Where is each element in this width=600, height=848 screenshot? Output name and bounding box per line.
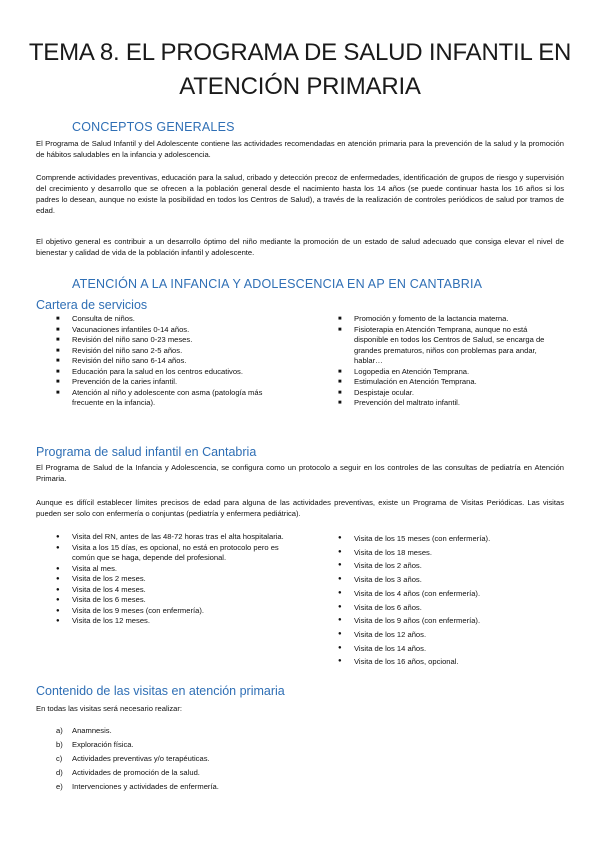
list-item bbox=[36, 738, 219, 752]
list-item-label: d) bbox=[56, 768, 63, 777]
contenido-list bbox=[36, 724, 219, 794]
list-item: ■ Vacunaciones infantiles 0-14 años. bbox=[56, 325, 292, 336]
visitas-list-right bbox=[338, 532, 560, 669]
list-item: ● Visita de los 2 años. bbox=[338, 559, 560, 573]
list-item: ■ Fisioterapia en Atención Temprana, aunque no está disponible en todos los Centros de Salud, se encarga de grandes prematuros, niños con problemas para andar, hablar… bbox=[338, 325, 560, 367]
list-item: ■ Atención al niño y adolescente con asma (patología más frecuente en la infancia). bbox=[56, 388, 292, 409]
paragraph-6: En todas las visitas será necesario realizar: bbox=[36, 704, 183, 713]
list-item-label: b) bbox=[56, 740, 63, 749]
list-item: ● Visita de los 12 meses. bbox=[56, 616, 292, 627]
list-item: ● Visita de los 3 años. bbox=[338, 573, 560, 587]
list-item: ■ Revisión del niño sano 2-5 años. bbox=[56, 346, 292, 357]
list-item: ● Visita de los 15 meses (con enfermería). bbox=[338, 532, 560, 546]
title-line-1: TEMA 8. EL PROGRAMA DE SALUD INFANTIL EN bbox=[28, 39, 572, 66]
list-item: ■ Revisión del niño sano 0-23 meses. bbox=[56, 335, 292, 346]
list-item-text: Exploración física. bbox=[72, 740, 134, 749]
list-item-text: Anamnesis. bbox=[72, 726, 112, 735]
paragraph-1: El Programa de Salud Infantil y del Adolescente contiene las actividades recomendadas en atención primaria para la prevención de la salud y la promoción de hábitos saludables en la infancia y adolescencia. bbox=[36, 139, 564, 159]
list-item bbox=[36, 724, 219, 738]
list-item: ■ Despistaje ocular. bbox=[338, 388, 560, 399]
list-item: ● Visita de los 16 años, opcional. bbox=[338, 655, 560, 669]
list-item-label: a) bbox=[56, 726, 63, 735]
section-heading-conceptos: CONCEPTOS GENERALES bbox=[72, 120, 235, 134]
title-line-2: ATENCIÓN PRIMARIA bbox=[179, 73, 421, 100]
list-item: ■ Estimulación en Atención Temprana. bbox=[338, 377, 560, 388]
list-item: ● Visita de los 18 meses. bbox=[338, 546, 560, 560]
list-item: ■ Prevención de la caries infantil. bbox=[56, 377, 292, 388]
cartera-list-right bbox=[338, 314, 560, 409]
subheading-cartera: Cartera de servicios bbox=[36, 298, 148, 312]
list-item: ■ Promoción y fomento de la lactancia materna. bbox=[338, 314, 560, 325]
paragraph-5: Aunque es difícil establecer límites precisos de edad para alguna de las actividades preventivas, existe un Programa de Visitas Periódicas. Las visitas pueden ser solo con enfermería o conjuntas (pediatría y enfermera pediátrica). bbox=[36, 498, 564, 518]
page-title bbox=[20, 36, 580, 104]
cartera-list-left bbox=[56, 314, 292, 409]
subheading-programa: Programa de salud infantil en Cantabria bbox=[36, 445, 257, 459]
list-item: ■ Prevención del maltrato infantil. bbox=[338, 398, 560, 409]
list-item-text: Actividades preventivas y/o terapéuticas. bbox=[72, 754, 210, 763]
list-item bbox=[36, 752, 219, 766]
list-item: ● Visita de los 4 años (con enfermería). bbox=[338, 587, 560, 601]
list-item: ● Visita de los 2 meses. bbox=[56, 574, 292, 585]
list-item-text: Intervenciones y actividades de enfermería. bbox=[72, 782, 219, 791]
list-item: ● Visita de los 9 años (con enfermería). bbox=[338, 614, 560, 628]
list-item bbox=[36, 766, 219, 780]
paragraph-3: El objetivo general es contribuir a un desarrollo óptimo del niño mediante la promoción de un estado de salud adecuado que consiga elevar el nivel de bienestar y calidad de vida de la población infantil y adolescente. bbox=[36, 237, 564, 257]
list-item: ■ Educación para la salud en los centros educativos. bbox=[56, 367, 292, 378]
list-item: ● Visita de los 4 meses. bbox=[56, 585, 292, 596]
list-item: ■ Logopedia en Atención Temprana. bbox=[338, 367, 560, 378]
list-item-label: e) bbox=[56, 782, 63, 791]
section-heading-atencion: ATENCIÓN A LA INFANCIA Y ADOLESCENCIA EN AP EN CANTABRIA bbox=[72, 277, 483, 291]
list-item: ● Visita de los 6 años. bbox=[338, 601, 560, 615]
paragraph-2: Comprende actividades preventivas, educación para la salud, cribado y detección precoz de enfermedades, identificación de grupos de riesgo y supervisión del crecimiento y desarrollo que se ofrecen a la población general desde el nacimiento hasta los 14 años (se puede continuar hasta los 16 años si los padres lo desean, aunque no existe la posibilidad en todos los Centros de Salud), a través de la realización de controles periódicos de salud por tramos de edad. bbox=[36, 173, 564, 215]
list-item: ● Visita de los 12 años. bbox=[338, 628, 560, 642]
list-item: ● Visita a los 15 días, es opcional, no está en protocolo pero es común que se haga, depende del profesional. bbox=[56, 543, 292, 564]
list-item: ■ Revisión del niño sano 6-14 años. bbox=[56, 356, 292, 367]
list-item-label: c) bbox=[56, 754, 63, 763]
subheading-contenido: Contenido de las visitas en atención primaria bbox=[36, 684, 285, 698]
list-item: ● Visita de los 14 años. bbox=[338, 642, 560, 656]
list-item-text: Actividades de promoción de la salud. bbox=[72, 768, 200, 777]
list-item: ● Visita de los 6 meses. bbox=[56, 595, 292, 606]
list-item: ● Visita del RN, antes de las 48-72 horas tras el alta hospitalaria. bbox=[56, 532, 292, 543]
list-item: ■ Consulta de niños. bbox=[56, 314, 292, 325]
paragraph-4: El Programa de Salud de la Infancia y Adolescencia, se configura como un protocolo a seguir en los controles de las consultas de pediatría en Atención Primaria. bbox=[36, 463, 564, 483]
list-item: ● Visita de los 9 meses (con enfermería). bbox=[56, 606, 292, 617]
visitas-list-left bbox=[56, 532, 292, 627]
list-item bbox=[36, 780, 219, 794]
list-item: ● Visita al mes. bbox=[56, 564, 292, 575]
